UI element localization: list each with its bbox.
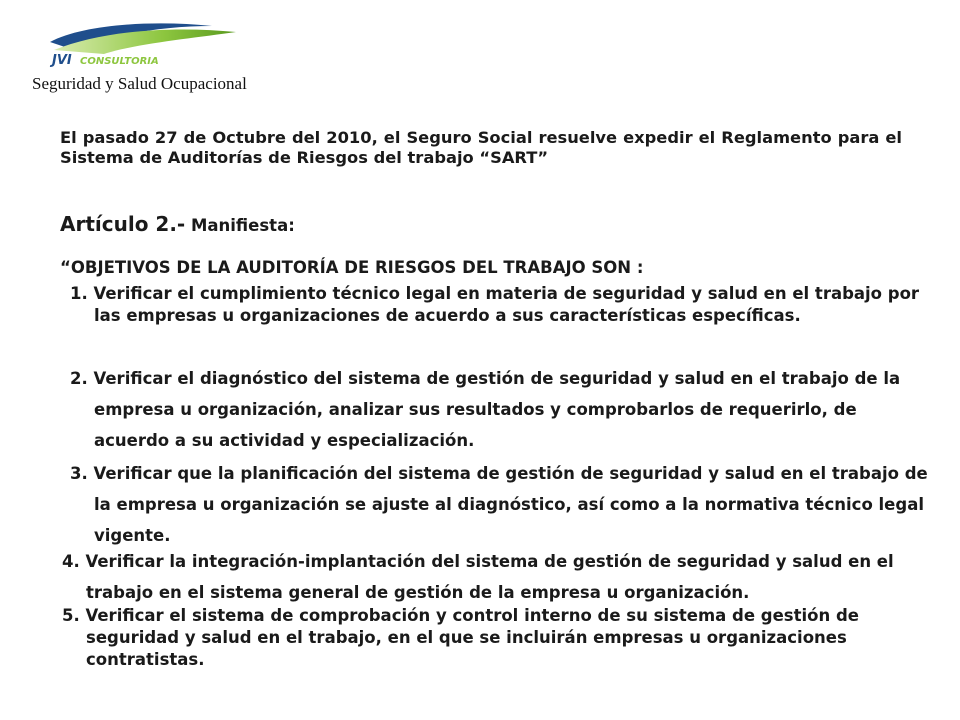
article-heading (60, 212, 295, 236)
intro-paragraph: El pasado 27 de Octubre del 2010, el Seguro Social resuelve expedir el Reglamento para el Sistema de Auditorías de Riesgos del trabajo “SART” (60, 128, 902, 167)
company-logo (44, 20, 244, 68)
objective-item: 1. Verificar el cumplimiento técnico legal en materia de seguridad y salud en el trabajo por las empresas u organizaciones de acuerdo a sus características específicas. (70, 284, 920, 325)
logo-prefix-text: JVI (52, 53, 72, 68)
article-subtitle: Manifiesta: (185, 216, 295, 235)
objective-item: 3. Verificar que la planificación del sistema de gestión de seguridad y salud en el trabajo de la empresa u organización se ajuste al diagnóstico, así como a la normativa técnico legal vigente. (70, 464, 928, 545)
logo-swoosh-graphic (44, 20, 244, 68)
objective-item: 5. Verificar el sistema de comprobación y control interno de su sistema de gestión de seguridad y salud en el trabajo, en el que se incluirán empresas u organizaciones contratistas. (62, 606, 859, 669)
logo-suffix-text: CONSULTORIA (80, 56, 159, 67)
article-title: Artículo 2.- (60, 212, 186, 236)
objective-item: 4. Verificar la integración-implantación del sistema de gestión de seguridad y salud en el trabajo en el sistema general de gestión de la empresa u organización. (62, 552, 894, 602)
objective-item: 2. Verificar el diagnóstico del sistema de gestión de seguridad y salud en el trabajo de la empresa u organización, analizar sus resultados y comprobarlos de requerirlo, de acuerdo a su actividad y especialización. (70, 369, 901, 450)
objectives-heading: “OBJETIVOS DE LA AUDITORÍA DE RIESGOS DEL TRABAJO SON : (60, 258, 644, 277)
header-subtitle: Seguridad y Salud Ocupacional (32, 74, 247, 93)
